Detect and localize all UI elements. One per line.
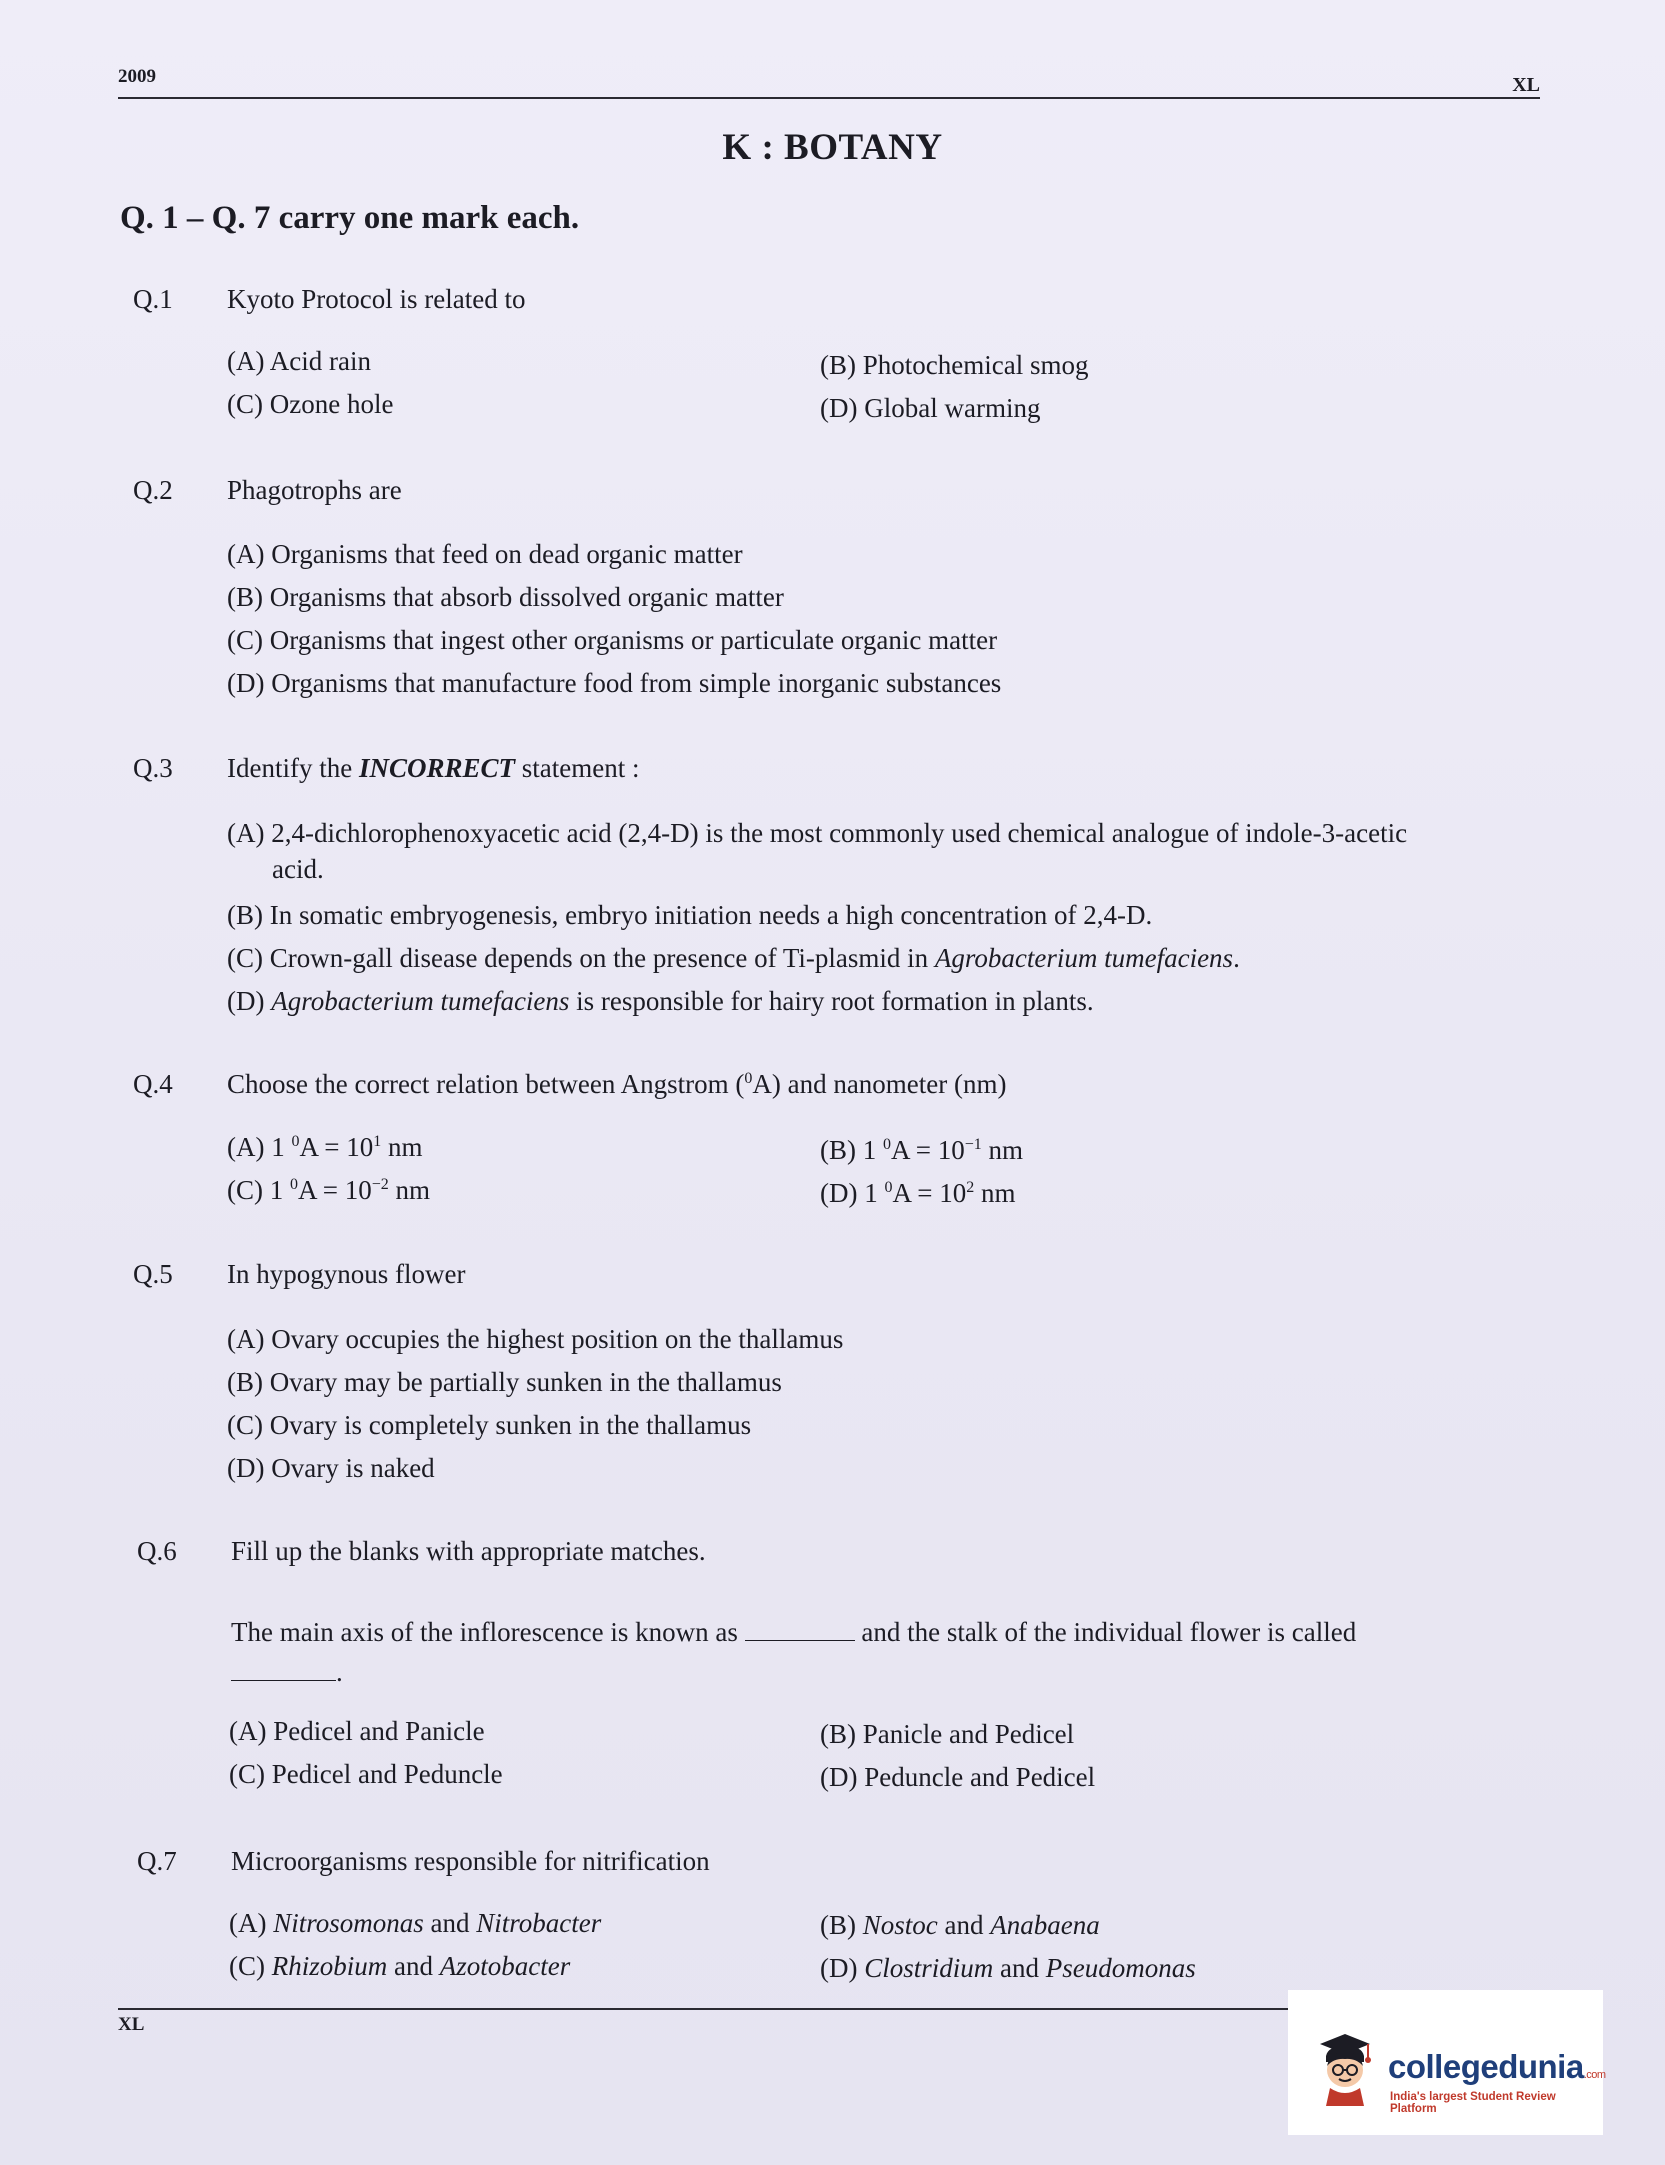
question-text: Microorganisms responsible for nitrification (231, 1846, 710, 1876)
student-mascot-icon (1310, 2026, 1380, 2106)
question-number: Q.6 (137, 1536, 177, 1566)
option-d: (D) Agrobacterium tumefaciens is responsible for hairy root formation in plants. (227, 986, 1094, 1016)
option-b: (B) Photochemical smog (820, 350, 1089, 380)
option-d: (D) Organisms that manufacture food from simple inorganic substances (227, 668, 1002, 698)
option-b: (B) Organisms that absorb dissolved organic matter (227, 582, 784, 612)
option-c: (C) Ovary is completely sunken in the thallamus (227, 1410, 752, 1440)
option-c: (C) 1 $^0A = 10^{-2}$ nm (227, 1175, 431, 1205)
page-title: K : BOTANY (722, 127, 943, 168)
option-d: (D) 1 $^0A = 10^2$ nm (820, 1178, 1016, 1208)
option-a: (A) 1 $^0A = 10^1$ nm (227, 1132, 423, 1162)
brand-name: collegedunia.com (1388, 2048, 1606, 2085)
option-d: (D) Global warming (820, 393, 1041, 423)
question-number: Q.4 (133, 1069, 173, 1099)
fill-blank (231, 1679, 336, 1681)
question-number: Q.7 (137, 1846, 177, 1876)
footer-paper-code: XL (118, 2014, 145, 2035)
option-c: (C) Crown-gall disease depends on the presence of Ti-plasmid in Agrobacterium tumefaciens. (227, 943, 1240, 973)
question-text: Kyoto Protocol is related to (227, 284, 526, 314)
option-b: (B) Panicle and Pedicel (820, 1719, 1075, 1749)
fill-blank (745, 1639, 855, 1641)
option-c: (C) Ozone hole (227, 389, 394, 419)
option-d: (D) Ovary is naked (227, 1453, 435, 1483)
option-b: (B) Ovary may be partially sunken in the thallamus (227, 1367, 782, 1397)
question-number: Q.3 (133, 753, 173, 783)
option-d: (D) Peduncle and Pedicel (820, 1762, 1096, 1792)
option-b: (B) Nostoc and Anabaena (820, 1910, 1100, 1940)
question-number: Q.1 (133, 284, 173, 314)
question-text: Choose the correct relation between Angstrom ($^0$A) and nanometer (nm) (227, 1069, 1007, 1099)
question-number: Q.5 (133, 1259, 173, 1289)
option-a: (A) Organisms that feed on dead organic matter (227, 539, 743, 569)
question-6-stem-end: . (231, 1654, 343, 1690)
option-d: (D) Clostridium and Pseudomonas (820, 1953, 1196, 1983)
question-text: Phagotrophs are (227, 475, 402, 505)
question-number: Q.2 (133, 475, 173, 505)
header-year: 2009 (118, 66, 156, 87)
option-c: (C) Rhizobium and Azotobacter (229, 1951, 571, 1981)
option-b: (B) 1 $^0A = 10^{-1}$ nm (820, 1135, 1024, 1165)
section-heading: Q. 1 – Q. 7 carry one mark each. (120, 200, 580, 236)
question-text: In hypogynous flower (227, 1259, 466, 1289)
option-c: (C) Pedicel and Peduncle (229, 1759, 503, 1789)
option-a: (A) Pedicel and Panicle (229, 1716, 485, 1746)
header-rule (118, 97, 1540, 99)
question-text: Identify the INCORRECT statement : (227, 753, 640, 783)
question-6-stem: The main axis of the inflorescence is known as and the stalk of the individual flower is called (231, 1617, 1357, 1647)
option-c: (C) Organisms that ingest other organisms or particulate organic matter (227, 625, 998, 655)
option-a: (A) Nitrosomonas and Nitrobacter (229, 1908, 602, 1938)
option-b: (B) In somatic embryogenesis, embryo initiation needs a high concentration of 2,4-D. (227, 900, 1153, 930)
collegedunia-watermark (1288, 1990, 1606, 2135)
brand-tagline: India's largest Student Review Platform (1390, 2091, 1556, 2115)
header-paper-code: XL (1512, 74, 1540, 96)
option-a: (A) Ovary occupies the highest position on the thallamus (227, 1324, 844, 1354)
option-a: (A) Acid rain (227, 346, 371, 376)
option-a: (A) 2,4-dichlorophenoxyacetic acid (2,4-D) is the most commonly used chemical analogue of indole-3-acetic acid. (227, 818, 1408, 884)
question-text: Fill up the blanks with appropriate matches. (231, 1536, 706, 1566)
